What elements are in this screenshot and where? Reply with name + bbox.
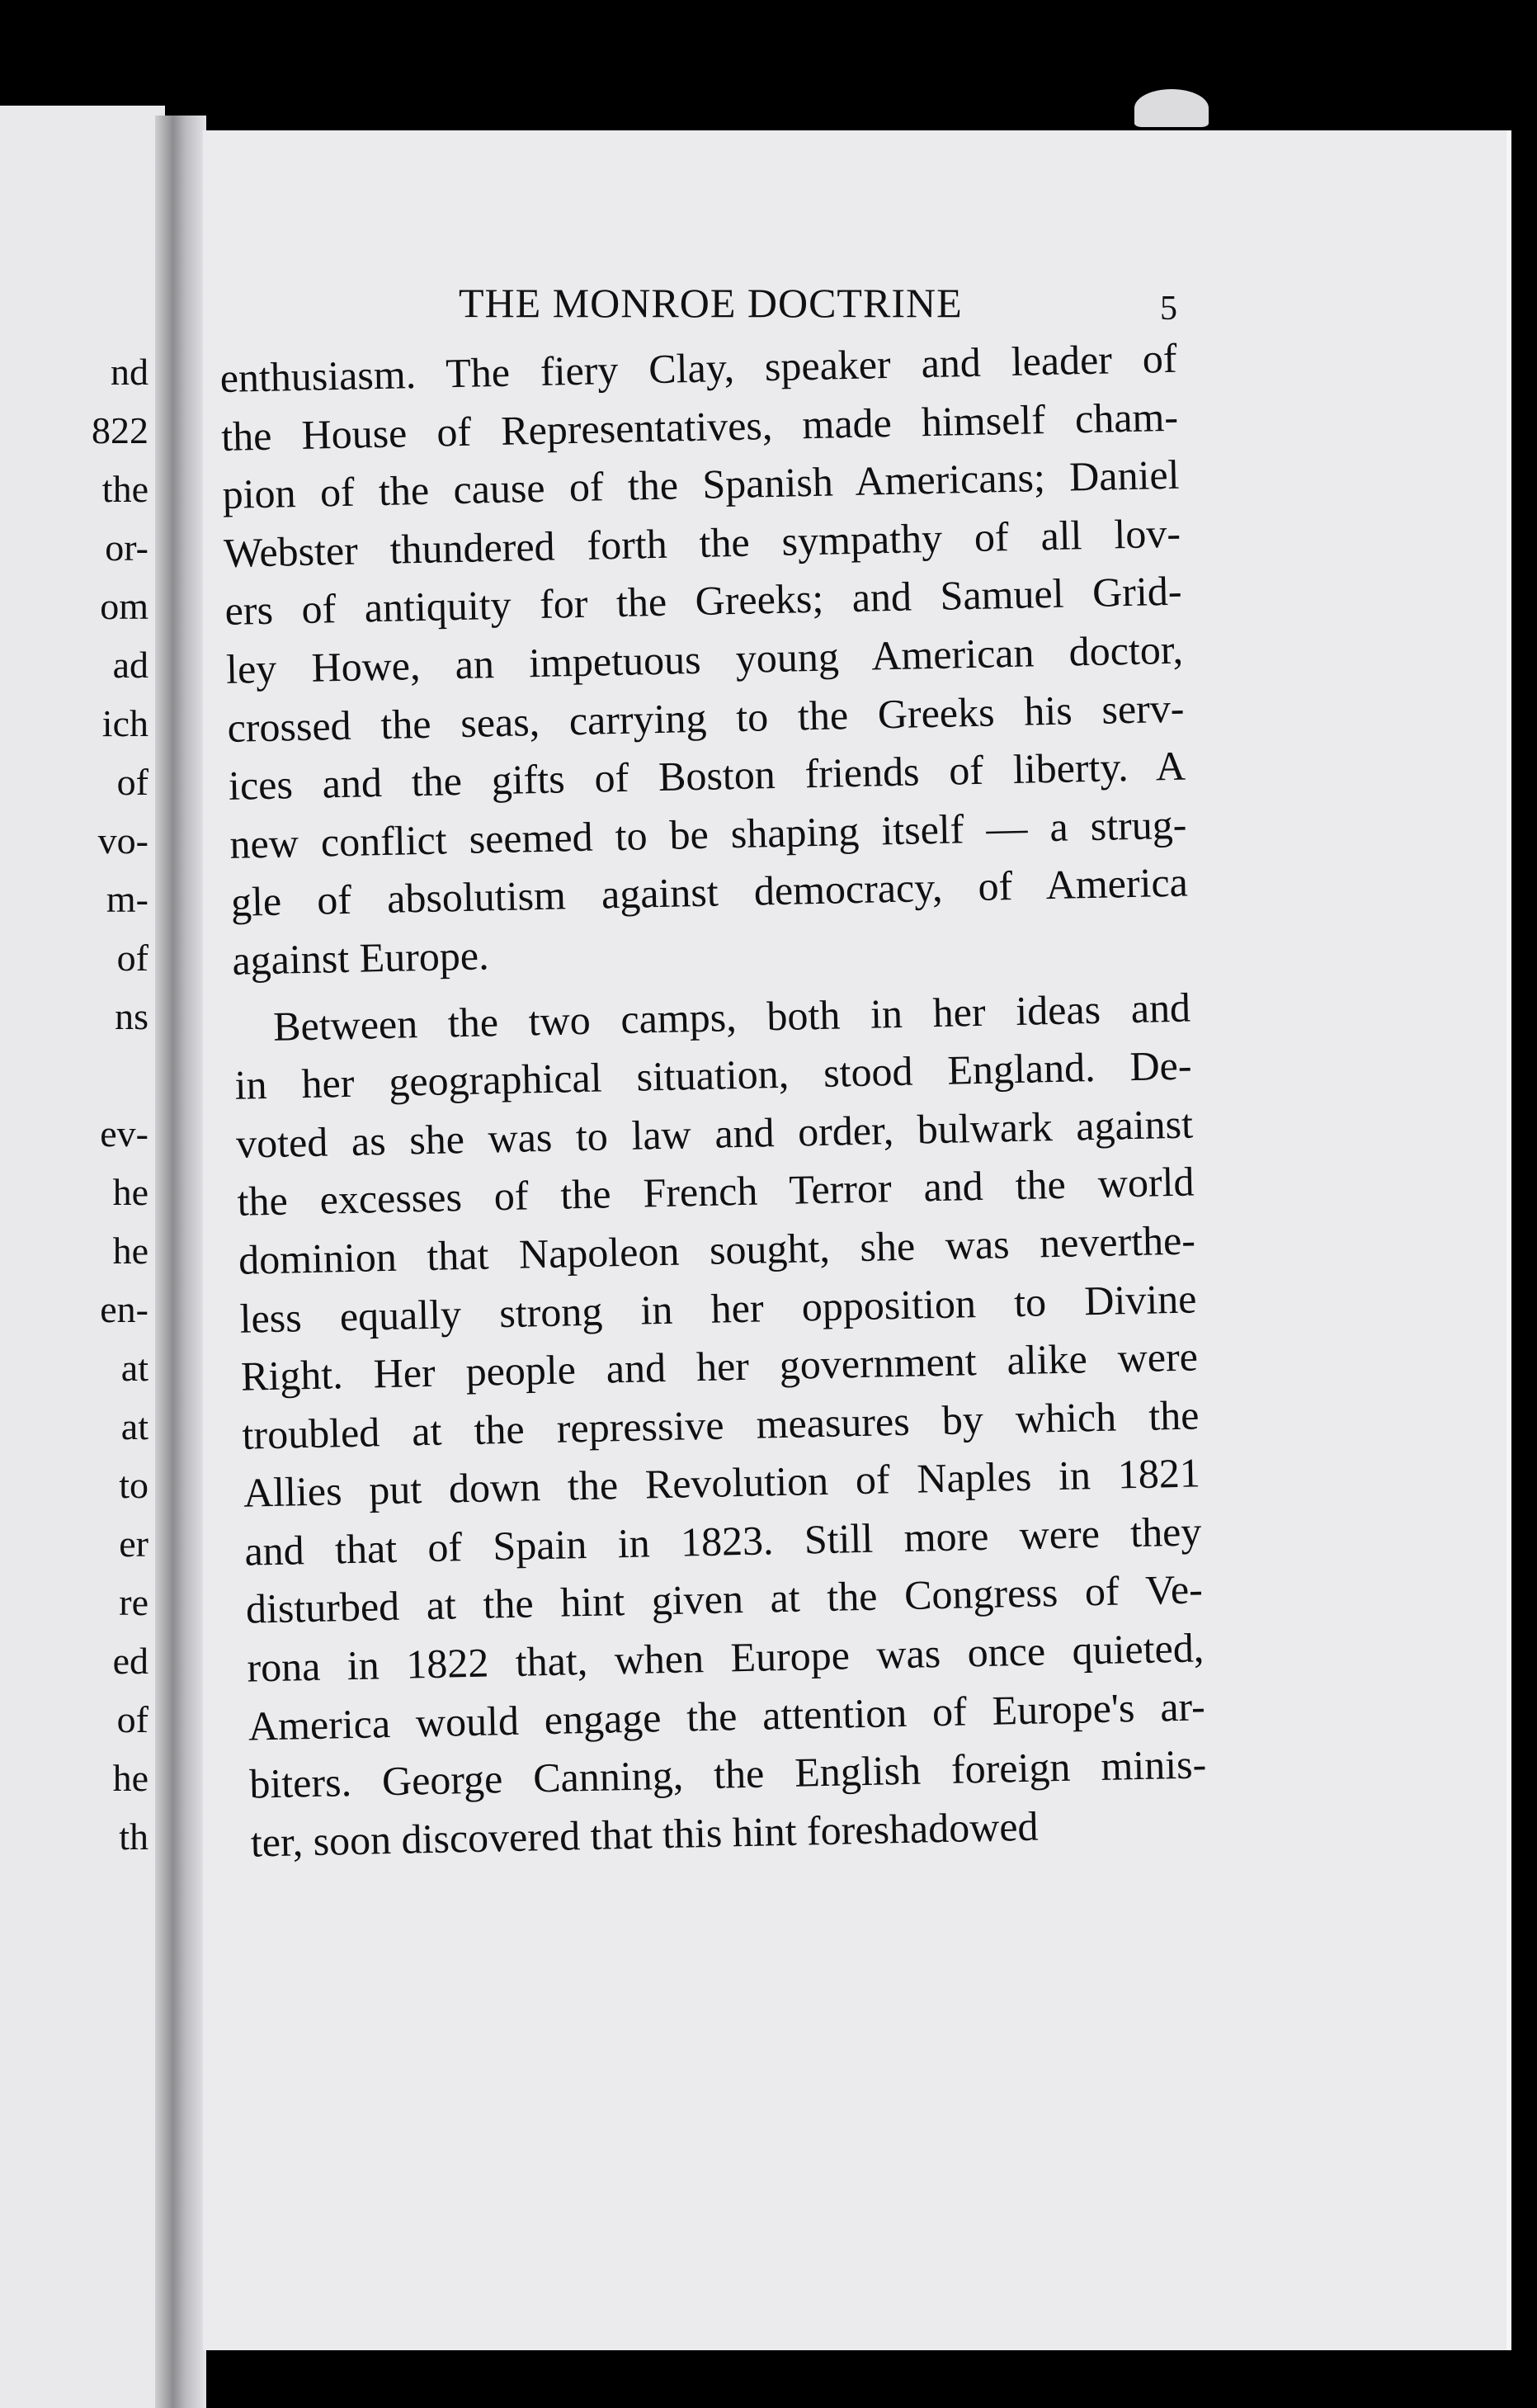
page-number: 5: [1160, 290, 1177, 328]
text-line: biters. George Canning, the English foreign minis-: [248, 1740, 1207, 1807]
previous-page-fragment: nd: [111, 351, 149, 393]
previous-page-fragment: or-: [105, 526, 149, 569]
previous-page-edge: [0, 106, 165, 2408]
text-line: the House of Representatives, made himself cham-: [220, 393, 1179, 460]
text-line: Between the two camps, both in her ideas and: [272, 984, 1191, 1050]
previous-page-fragment: he: [112, 1230, 149, 1272]
text-line: Webster thundered forth the sympathy of all lov-: [223, 509, 1181, 576]
text-line: less equally strong in her opposition to Divine: [239, 1274, 1197, 1342]
previous-page-fragment: ev-: [100, 1112, 149, 1154]
previous-page-fragment: ich: [101, 702, 149, 744]
text-line: crossed the seas, carrying to the Greeks his serv-: [227, 684, 1185, 751]
previous-page-fragment: at: [120, 1405, 149, 1447]
previous-page-fragment: the: [101, 468, 149, 510]
text-line: disturbed at the hint given at the Congress of Ve-: [245, 1565, 1204, 1633]
text-line: against Europe.: [231, 932, 490, 984]
previous-page-fragment: of: [116, 761, 149, 803]
text-line: in her geographical situation, stood England. De-: [234, 1041, 1193, 1108]
previous-page-fragment: ad: [112, 644, 149, 686]
previous-page-fragment: m-: [106, 878, 149, 920]
previous-page-fragment: vo-: [97, 819, 149, 862]
running-head: THE MONROE DOCTRINE: [459, 280, 963, 326]
text-line: ices and the gifts of Boston friends of liberty. A: [228, 742, 1186, 810]
book-gutter: [155, 116, 206, 2408]
page-tear: [1134, 89, 1209, 127]
previous-page-fragment: of: [116, 1698, 149, 1740]
paragraph-1: [219, 329, 1190, 990]
text-line: new conflict seemed to be shaping itself — a strug-: [229, 800, 1187, 867]
text-line: pion of the cause of the Spanish Americans; Daniel: [222, 451, 1181, 518]
text-line: voted as she was to law and order, bulwark against: [235, 1100, 1194, 1167]
text-line: and that of Spain in 1823. Still more were they: [243, 1508, 1202, 1575]
text-line: troubled at the repressive measures by which the: [241, 1391, 1200, 1458]
text-line: the excesses of the French Terror and the world: [237, 1158, 1195, 1225]
current-page: [203, 130, 1506, 2350]
previous-page-fragment: he: [112, 1171, 149, 1213]
previous-page-fragment: ed: [112, 1640, 149, 1682]
previous-page-fragment: om: [100, 585, 149, 627]
previous-page-fragment: th: [119, 1815, 149, 1858]
paragraph-2: [233, 978, 1208, 1872]
text-line: enthusiasm. The fiery Clay, speaker and leader of: [219, 334, 1178, 401]
previous-page-fragment: to: [119, 1464, 149, 1506]
previous-page-fragment: he: [112, 1757, 149, 1799]
previous-page-fragment: en-: [100, 1288, 149, 1330]
text-line: gle of absolutism against democracy, of America: [230, 858, 1189, 926]
text-line: ers of antiquity for the Greeks; and Samuel Grid-: [224, 568, 1182, 635]
previous-page-fragment: of: [116, 937, 149, 979]
previous-page-fragment: er: [119, 1523, 149, 1565]
previous-page-fragment: 822: [92, 409, 149, 451]
text-line: Right. Her people and her government alike were: [240, 1333, 1199, 1400]
text-line: Allies put down the Revolution of Naples in 1821: [243, 1449, 1201, 1516]
text-line: dominion that Napoleon sought, she was neverthe-: [238, 1216, 1196, 1283]
text-line: rona in 1822 that, when Europe was once quieted,: [246, 1624, 1205, 1691]
previous-page-fragment: at: [120, 1347, 149, 1389]
text-line: ter, soon discovered that this hint foreshadowed: [250, 1802, 1039, 1866]
body-text: [219, 329, 1208, 1872]
text-line: ley Howe, an impetuous young American doctor,: [225, 626, 1184, 692]
previous-page-fragment: ns: [115, 995, 149, 1037]
text-line: America would engage the attention of Europe's ar-: [248, 1683, 1206, 1749]
previous-page-fragment: re: [119, 1581, 149, 1623]
